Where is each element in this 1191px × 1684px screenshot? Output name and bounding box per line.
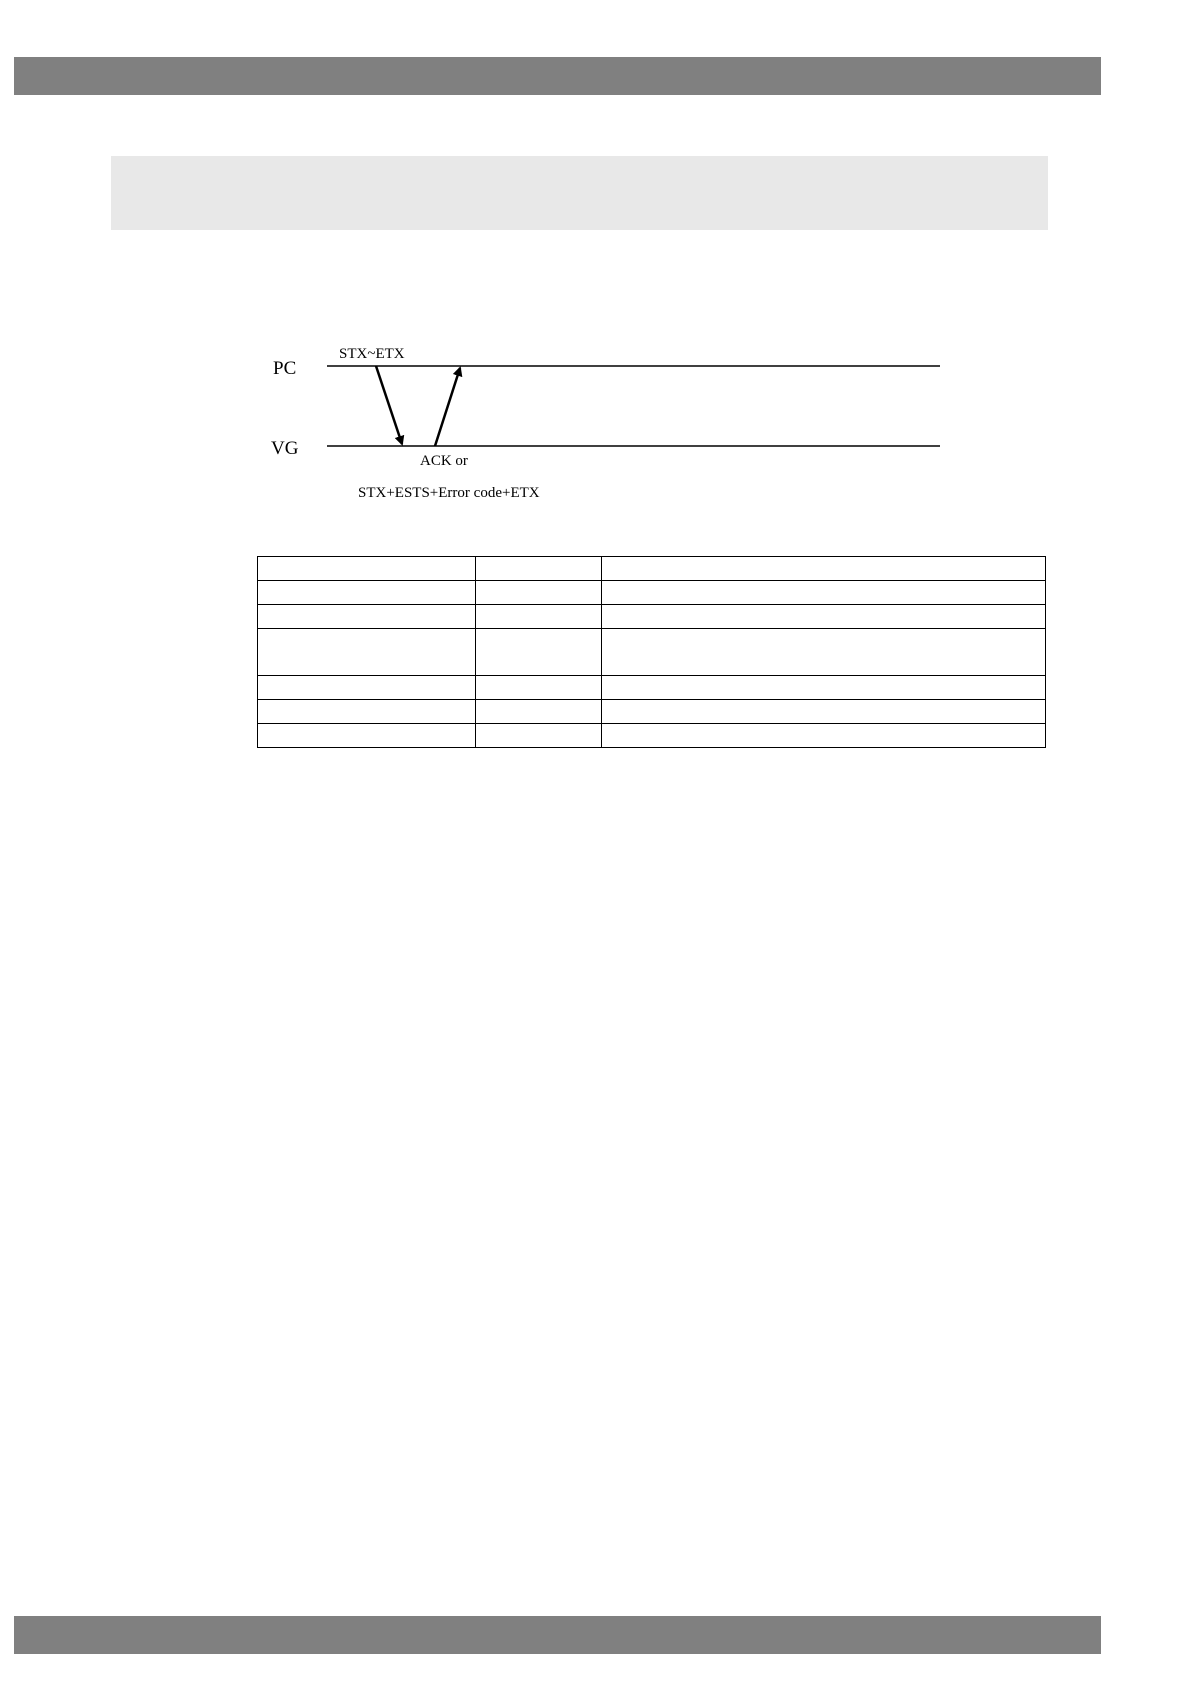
table-cell [602, 581, 1046, 605]
header-bar [14, 57, 1101, 95]
table-cell [602, 605, 1046, 629]
table-cell [602, 700, 1046, 724]
table-cell [258, 676, 476, 700]
footer-bar [14, 1616, 1101, 1654]
table-row [258, 581, 1046, 605]
table-cell [258, 557, 476, 581]
table-cell [476, 629, 602, 676]
table-cell [476, 557, 602, 581]
table-row [258, 605, 1046, 629]
table-cell [476, 676, 602, 700]
vg-label: VG [271, 438, 299, 459]
reply-label-line2: STX+ESTS+Error code+ETX [358, 485, 540, 501]
table-cell [476, 605, 602, 629]
table-row [258, 557, 1046, 581]
table-row [258, 724, 1046, 748]
pc-label: PC [273, 358, 297, 379]
table-row [258, 676, 1046, 700]
table-cell [602, 557, 1046, 581]
table-cell [258, 605, 476, 629]
table-row [258, 700, 1046, 724]
table-cell [602, 676, 1046, 700]
reply-label-line1: ACK or [420, 453, 468, 469]
table-container [257, 556, 1045, 748]
send-label: STX~ETX [339, 346, 405, 362]
table-cell [602, 724, 1046, 748]
table-cell [258, 700, 476, 724]
reply-arrow [435, 368, 460, 446]
table-cell [476, 724, 602, 748]
protocol-table [257, 556, 1046, 748]
table-cell [258, 629, 476, 676]
table-cell [258, 581, 476, 605]
table-cell [258, 724, 476, 748]
send-arrow [376, 366, 402, 444]
table-cell [476, 581, 602, 605]
section-title-box [111, 156, 1048, 230]
table-cell [602, 629, 1046, 676]
table-row [258, 629, 1046, 676]
table-cell [476, 700, 602, 724]
